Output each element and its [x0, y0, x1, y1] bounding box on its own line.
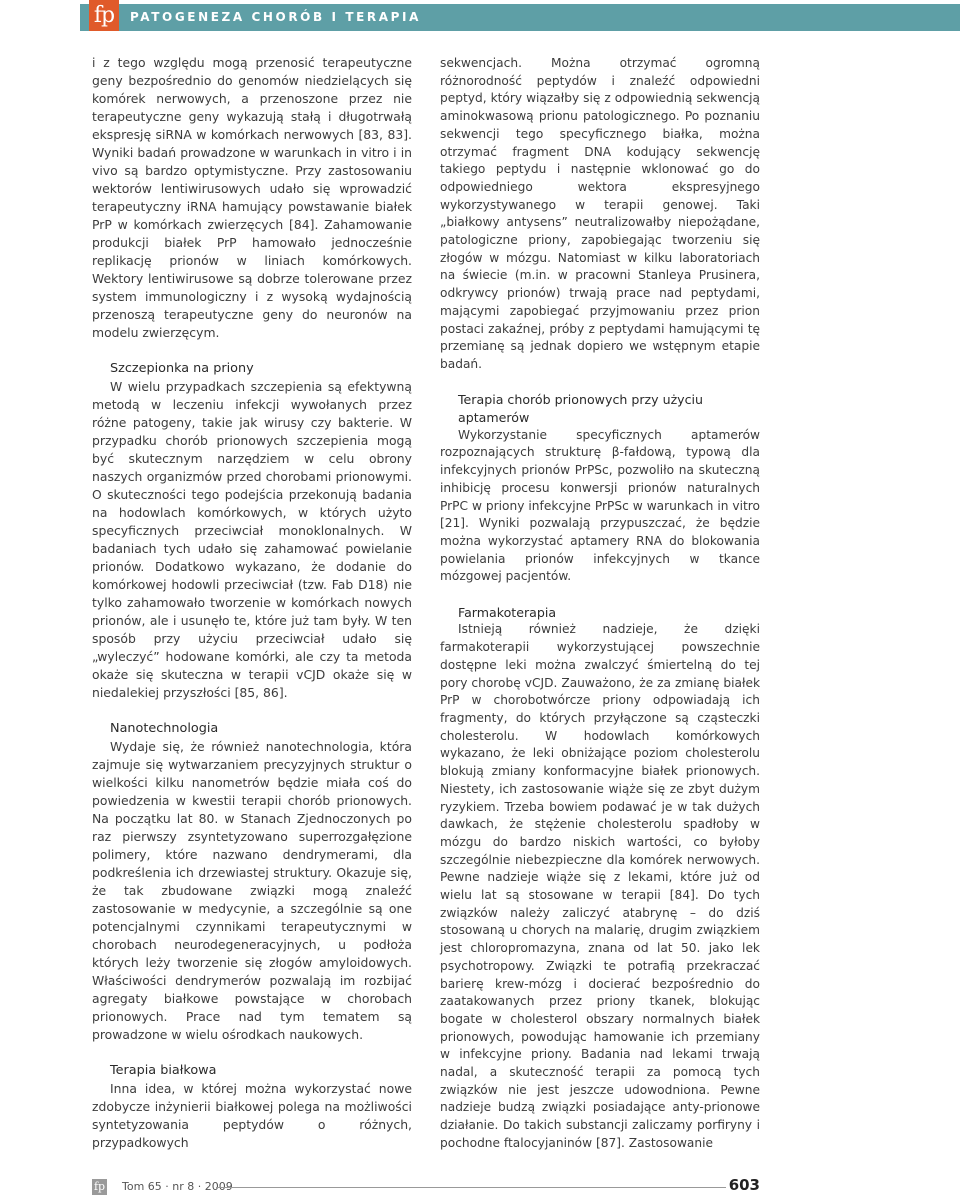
paragraph-nanotechnology: Wydaje się, że również nanotechnologia, która zajmuje się wytwarzaniem precyzyjnych struktur o wielkości kilku nanometrów będzie miała coś do powiedzenia w kwestii terapii chorób prionowych. Na początku lat 80. w Stanach Zjednoczonych po raz pierwszy zsyntetyzowano superrozgałęzione polimery, które nazwano dendrymerami, dla podkreślenia ich drzewiastej struktury. Okazuje się, że tak zbudowane związki mogą znaleźć zastosowanie w medycynie, a szczególnie są one potencjalnymi czynnikami terapeutycznymi w chorobach neurodegeneracyjnych, u podłoża których leży tworzenie się złogów amyloidowych. Właściwości dendrymerów pozwalają im rozbijać agregaty białkowe powstające w chorobach prionowych. Prace nad tym tematem są prowadzone w wielu ośrodkach naukowych.	[92, 739, 412, 1042]
left-column	[92, 54, 412, 1152]
paragraph-pharmacotherapy: Istnieją również nadzieje, że dzięki farmakoterapii wykorzystującej powszechnie dostępne leki można zwalczyć śmiertelną do tej pory chorobę vCJD. Zauważono, że za zmianę białek PrP w chorobotwórcze priony odpowiadają ich fragmenty, do których przyłączone są cząsteczki cholesterolu. W hodowlach komórkowych wykazano, że leki obniżające poziom cholesterolu blokują zmiany konformacyjne białek prionowych. Niestety, ich zastosowanie wiąże się ze zbyt dużym ryzykiem. Trzeba bowiem podawać je w tak dużych dawkach, że stężenie cholesterolu spadłoby w mózgu do bardzo niskich wartości, co byłoby szczególnie niebezpieczne dla komórek nerwowych. Pewne nadzieje wiąże się z lekami, które już od wielu lat są stosowane w terapii [84]. Do tych związków należy zaliczyć atabrynę – do dziś stosowaną u chorych na malarię, drugim związkiem jest chloropromazyna, znana od lat 50. jako lek psychotropowy. Związki te potrafią przekraczać barierę krew-mózg i docierać bezpośrednio do zaatakowanych przez priony tkanek, blokując bogate w cholesterol obszary normalnych białek prionowych, powodując hamowanie ich przemiany w infekcyjne priony. Badania nad lekami trwają nadal, a skuteczność terapii za pomocą tych związków nie jest jeszcze udowodniona. Pewne nadzieje budzą związki posiadające anty-prionowe działanie. Do takich substancji zaliczamy porfiryny i pochodne ftalocyjaninów [87]. Zastosowanie	[440, 622, 760, 1150]
page-footer	[92, 1177, 760, 1197]
paragraph-peptides: sekwencjach. Można otrzymać ogromną różnorodność peptydów i znaleźć odpowiedni peptyd, który wiązałby się z odpowiednią sekwencją aminokwasową prionu patologicznego. Po poznaniu sekwencji tego specyficznego białka, można otrzymać fragment DNA kodujący sekwencję takiego peptydu i następnie wklonować go do odpowiedniego wektora ekspresyjnego wykorzystywanego w terapii genowej. Taki „białkowy antysens” neutralizowałby niepożądane, patologiczne priony, zapobiegając tworzeniu się złogów w mózgu. Natomiast w kilku laboratoriach na świecie (m.in. w pracowni Stanleya Prusinera, odkrywcy prionów) trwają prace nad peptydami, mającymi zapobiegać przyjmowaniu przez prion postaci zakaźnej, próby z peptydami hamującymi tę przemianę są jednak dopiero we wstępnym etapie badań.	[440, 56, 760, 371]
heading-pharmacotherapy: Farmakoterapia	[458, 604, 557, 620]
section-title: PATOGENEZA CHORÓB I TERAPIA	[130, 10, 422, 24]
heading-aptamers: Terapia chorób prionowych przy użyciu aptamerów	[458, 392, 704, 426]
issue-info: Tom 65 · nr 8 · 2009	[122, 1180, 233, 1193]
footer-logo: fp	[93, 1180, 106, 1193]
heading-protein-therapy: Terapia białkowa	[110, 1063, 217, 1078]
right-column	[440, 55, 760, 1153]
journal-logo: fp	[89, 0, 119, 31]
page-number: 603	[728, 1176, 760, 1194]
footer-divider	[216, 1187, 726, 1188]
paragraph-vaccine: W wielu przypadkach szczepienia są efektywną metodą w leczeniu infekcji wywołanych przez różne patogeny, takie jak wirusy czy bakterie. W przypadku chorób prionowych szczepienia mogą być skutecznym narzędziem w celu obrony naszych organizmów przed chorobami prionowymi. O skuteczności tego podejścia przekonują badania na hodowlach komórkowych, w których użyto specyficznych przeciwciał monoklonalnych. W badaniach tych udało się zahamować powielanie prionów. Dodatkowo wykazano, że dodanie do komórkowej hodowli przeciwciał (tzw. Fab D18) nie tylko zahamowało tworzenie w komórkach nowych prionów, ale i usunęło te, które już tam były. W ten sposób przy użyciu przeciwciał udało się „wyleczyć” hodowane komórki, ale czy ta metoda okaże się skuteczna w terapii vCJD okaże się w niedalekiej przyszłości [85, 86].	[92, 379, 412, 700]
heading-vaccine: Szczepionka na priony	[110, 361, 254, 376]
paragraph-protein-therapy: Inna idea, w której można wykorzystać nowe zdobycze inżynierii białkowej polega na możliwości syntetyzowania peptydów o różnych, przypadkowych	[92, 1081, 412, 1150]
heading-nanotechnology: Nanotechnologia	[110, 721, 219, 736]
paragraph-lentivirus: i z tego względu mogą przenosić terapeutyczne geny bezpośrednio do genomów niedzielących się komórek nerwowych, a przenoszone przez nie terapeutyczne geny wykazują stałą i długotrwałą ekspresję siRNA w komórkach nerwowych [83, 83]. Wyniki badań prowadzone w warunkach in vitro i in vivo są bardzo optymistyczne. Przy zastosowaniu wektorów lentiwirusowych udało się wprowadzić terapeutyczny iRNA hamujący powstawanie białek PrP w komórkach zwierzęcych [84]. Zahamowanie produkcji białek PrP hamowało jednocześnie replikację prionów w liniach komórkowych. Wektory lentiwirusowe są dobrze tolerowane przez system immunologiczny i z wysoką wydajnością przenoszą terapeutyczne geny do neuronów na modelu zwierzęcym.	[92, 55, 412, 340]
paragraph-aptamers: Wykorzystanie specyficznych aptamerów rozpoznających strukturę β-fałdową, typową dla infekcyjnych prionów PrPSc, pozwoliło na skuteczną inhibicję procesu konwersji prionów naturalnych PrPC w priony infekcyjne PrPSc w warunkach in vitro [21]. Wyniki pozwalają przypuszczać, że będzie można wykorzystać aptamery RNA do blokowania powielania prionów infekcyjnych w tkance mózgowej pacjentów.	[440, 427, 760, 584]
